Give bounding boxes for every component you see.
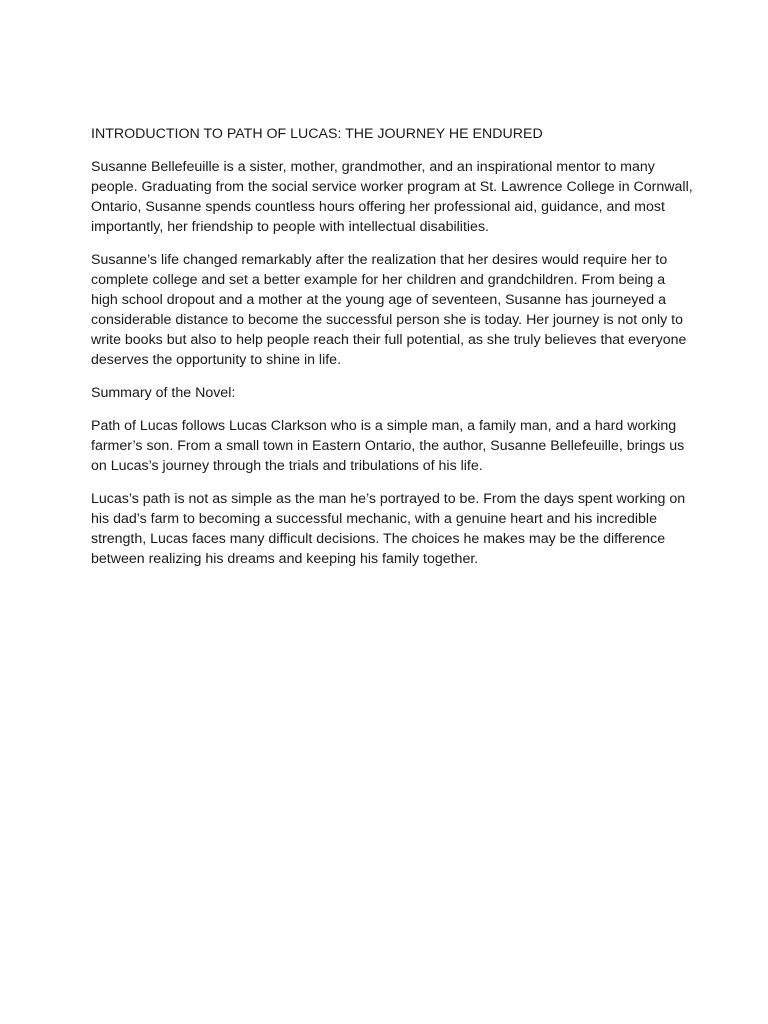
author-journey-paragraph: Susanne’s life changed remarkably after the realization that her desires would require her to complete college and set a better example for her children and grandchildren. From being a high school dropout and a mother at the young age of seventeen, Susanne has journeyed a considerable distance to become the successful person she is today. Her journey is not only to write books but also to help people reach their full potential, as she truly believes that everyone deserves the opportunity to shine in life. — [91, 252, 687, 368]
document-heading: INTRODUCTION TO PATH OF LUCAS: THE JOURNEY HE ENDURED — [91, 126, 543, 142]
summary-label: Summary of the Novel: — [91, 385, 236, 401]
summary-paragraph-2: Lucas’s path is not as simple as the man he’s portrayed to be. From the days spent working on his dad’s farm to becoming a successful mechanic, with a genuine heart and his incredible strength, Lucas faces many difficult decisions. The choices he makes may be the difference between realizing his dreams and keeping his family together. — [91, 491, 686, 567]
document-body — [91, 124, 695, 582]
summary-paragraph-1: Path of Lucas follows Lucas Clarkson who is a simple man, a family man, and a hard working farmer’s son. From a small town in Eastern Ontario, the author, Susanne Bellefeuille, brings us on Lucas’s journey through the trials and tribulations of his life. — [91, 418, 685, 474]
author-bio-paragraph: Susanne Bellefeuille is a sister, mother, grandmother, and an inspirational mentor to many people. Graduating from the social service worker program at St. Lawrence College in Cornwall, Ontario, Susanne spends countless hours offering her professional aid, guidance, and most importantly, her friendship to people with intellectual disabilities. — [91, 159, 693, 235]
